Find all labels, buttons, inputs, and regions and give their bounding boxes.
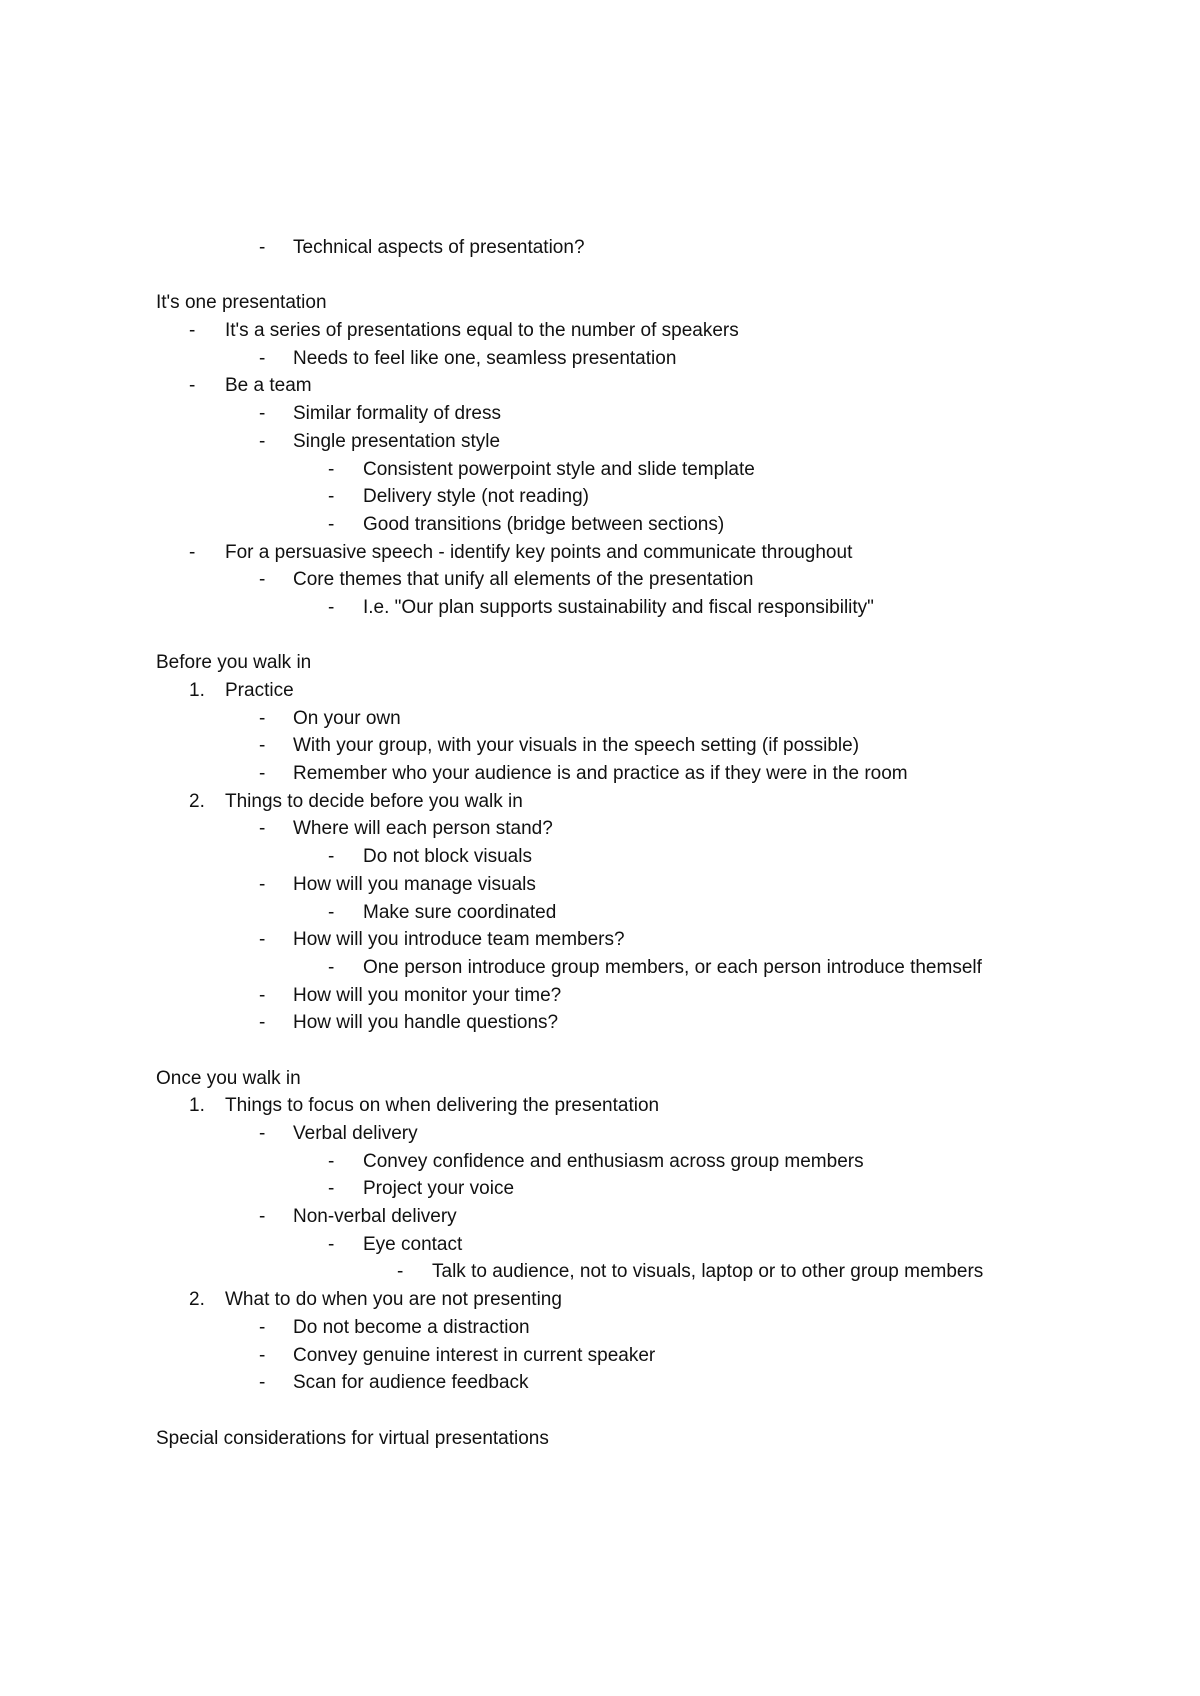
bullet-dash: - (259, 707, 266, 729)
bullet-dash: - (259, 1372, 266, 1394)
bullet-dash: - (328, 513, 335, 535)
document-body (0, 234, 1200, 1452)
outline-item (0, 1092, 1200, 1120)
bullet-dash: - (328, 486, 335, 508)
item-text: On your own (293, 707, 401, 729)
outline-item (0, 372, 1200, 400)
item-text: Verbal delivery (293, 1123, 418, 1144)
item-text: Non-verbal delivery (293, 1206, 457, 1228)
item-text: Project your voice (363, 1178, 515, 1200)
heading-text: It's one presentation (156, 292, 327, 314)
bullet-dash: - (259, 569, 266, 591)
bullet-dash: - (328, 956, 335, 978)
list-number: 2. (189, 1289, 205, 1311)
section-heading (0, 1065, 1200, 1093)
bullet-dash: - (328, 1233, 335, 1255)
item-text: Needs to feel like one, seamless presentation (293, 347, 677, 369)
bullet-dash: - (259, 347, 266, 369)
outline-item (0, 982, 1200, 1010)
item-text: Convey confidence and enthusiasm across group members (363, 1150, 864, 1172)
outline-item (0, 899, 1200, 927)
bullet-dash: - (328, 846, 335, 868)
bullet-dash: - (259, 1316, 266, 1338)
item-text: Talk to audience, not to visuals, laptop or to other group members (432, 1261, 984, 1283)
item-text: Things to decide before you walk in (225, 790, 523, 812)
item-text: Things to focus on when delivering the presentation (225, 1095, 660, 1117)
bullet-dash: - (259, 1344, 266, 1366)
bullet-dash: - (189, 320, 196, 342)
bullet-dash: - (328, 1150, 335, 1172)
outline-item (0, 566, 1200, 594)
item-text: One person introduce group members, or each person introduce themself (363, 956, 982, 978)
outline-item (0, 732, 1200, 760)
section-heading (0, 289, 1200, 317)
item-text: What to do when you are not presenting (225, 1289, 562, 1311)
blank-line (0, 1397, 1200, 1425)
heading-text: Before you walk in (156, 652, 312, 674)
bullet-dash: - (259, 984, 266, 1006)
bullet-dash: - (259, 403, 266, 425)
bullet-dash: - (328, 596, 335, 618)
item-text: Do not block visuals (363, 846, 532, 868)
outline-item (0, 483, 1200, 511)
item-text: It's a series of presentations equal to the number of speakers (225, 320, 739, 342)
outline-item (0, 1286, 1200, 1314)
item-text: Similar formality of dress (293, 403, 501, 425)
outline-item (0, 428, 1200, 456)
outline-item (0, 1203, 1200, 1231)
item-text: Good transitions (bridge between sections) (363, 513, 725, 535)
item-text: Remember who your audience is and practice as if they were in the room (293, 763, 908, 785)
outline-item (0, 1369, 1200, 1397)
outline-item (0, 871, 1200, 899)
bullet-dash: - (328, 458, 335, 480)
heading-text: Special considerations for virtual presentations (156, 1427, 549, 1449)
item-text: Where will each person stand? (293, 818, 553, 840)
item-text: For a persuasive speech - identify key points and communicate throughout (225, 541, 853, 563)
item-text: How will you manage visuals (293, 873, 536, 895)
item-text: How will you monitor your time? (293, 984, 562, 1006)
blank-line (0, 1037, 1200, 1065)
list-number: 2. (189, 790, 205, 812)
outline-item (0, 1148, 1200, 1176)
outline-item (0, 1342, 1200, 1370)
item-text: With your group, with your visuals in the speech setting (if possible) (293, 735, 860, 757)
outline-item (0, 400, 1200, 428)
outline-item (0, 345, 1200, 373)
bullet-dash: - (259, 430, 266, 452)
outline-item (0, 317, 1200, 345)
section-heading (0, 649, 1200, 677)
heading-text: Once you walk in (156, 1067, 301, 1089)
bullet-dash: - (259, 237, 266, 258)
outline-item (0, 1175, 1200, 1203)
list-number: 1. (189, 680, 205, 701)
bullet-dash: - (328, 901, 335, 923)
outline-item (0, 1120, 1200, 1148)
outline-item (0, 788, 1200, 816)
item-text: Scan for audience feedback (293, 1372, 529, 1394)
item-text: Do not become a distraction (293, 1316, 530, 1338)
bullet-dash: - (259, 1123, 266, 1144)
outline-item (0, 1258, 1200, 1286)
blank-line (0, 622, 1200, 650)
outline-item (0, 760, 1200, 788)
bullet-dash: - (189, 541, 196, 563)
item-text: Convey genuine interest in current speaker (293, 1344, 656, 1366)
item-text: Technical aspects of presentation? (293, 237, 585, 258)
outline-item (0, 1314, 1200, 1342)
bullet-dash: - (259, 929, 266, 951)
item-text: How will you handle questions? (293, 1012, 559, 1034)
outline-item (0, 843, 1200, 871)
outline-item (0, 456, 1200, 484)
item-text: I.e. "Our plan supports sustainability and fiscal responsibility" (363, 596, 874, 618)
item-text: Eye contact (363, 1233, 463, 1255)
item-text: Be a team (225, 375, 312, 397)
bullet-dash: - (259, 873, 266, 895)
blank-line (0, 262, 1200, 290)
list-number: 1. (189, 1095, 205, 1117)
bullet-dash: - (259, 763, 266, 785)
bullet-dash: - (259, 818, 266, 840)
outline-item (0, 677, 1200, 705)
bullet-dash: - (328, 1178, 335, 1200)
bullet-dash: - (259, 1012, 266, 1034)
outline-item (0, 954, 1200, 982)
bullet-dash: - (259, 735, 266, 757)
item-text: Make sure coordinated (363, 901, 557, 923)
item-text: How will you introduce team members? (293, 929, 625, 951)
bullet-dash: - (189, 375, 196, 397)
outline-item (0, 1231, 1200, 1259)
item-text: Single presentation style (293, 430, 501, 452)
bullet-dash: - (259, 1206, 266, 1228)
outline-item (0, 1009, 1200, 1037)
outline-item (0, 539, 1200, 567)
item-text: Core themes that unify all elements of the presentation (293, 569, 754, 591)
outline-item (0, 705, 1200, 733)
outline-item (0, 594, 1200, 622)
item-text: Practice (225, 680, 294, 701)
bullet-dash: - (397, 1261, 404, 1283)
outline-item (0, 511, 1200, 539)
item-text: Delivery style (not reading) (363, 486, 589, 508)
outline-item (0, 926, 1200, 954)
outline-item (0, 815, 1200, 843)
section-heading (0, 1425, 1200, 1453)
item-text: Consistent powerpoint style and slide template (363, 458, 755, 480)
outline-item (0, 234, 1200, 262)
